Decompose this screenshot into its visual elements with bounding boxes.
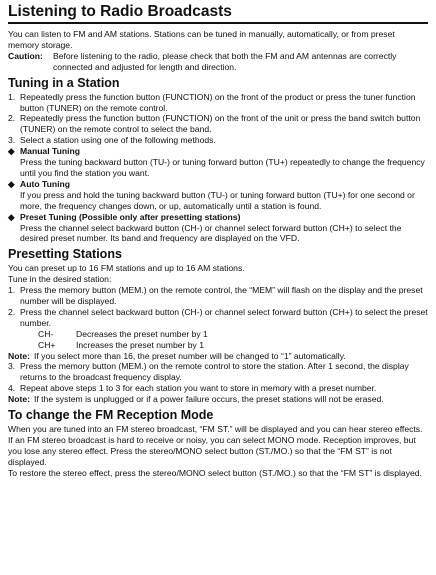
fm-paragraph: When you are tuned into an FM stereo broadcast, “FM ST.” will be displayed and you can hear stereo effects.: [8, 424, 423, 435]
section-heading-presetting: Presetting Stations: [8, 247, 122, 262]
tuning-step: [8, 135, 428, 146]
step-text: Repeatedly press the function button (FUNCTION) on the front of the unit or press the band switch button (TUNER) on the remote control to select the band.: [20, 113, 421, 135]
method-heading: [8, 146, 428, 157]
caution-text: Before listening to the radio, please check that both the FM and AM antennas are correctly connected and adjusted for length and direction.: [53, 50, 397, 72]
method-name: Manual Tuning: [20, 146, 80, 157]
button-key: CH+: [38, 339, 56, 350]
preset-step: [8, 383, 428, 394]
fm-paragraph: To restore the stereo effect, press the stereo/MONO select button (ST./MO.) so that the “FM ST” is displayed.: [8, 467, 422, 478]
tuning-step: [8, 113, 428, 135]
step-number: 3.: [8, 361, 16, 372]
preset-step: [8, 307, 428, 329]
page-title: Listening to Radio Broadcasts: [8, 2, 428, 24]
diamond-bullet-icon: ◆: [8, 211, 15, 222]
step-number: 3.: [8, 135, 16, 146]
button-key: CH-: [38, 328, 54, 339]
method-name: Preset Tuning (Possible only after presetting stations): [20, 211, 241, 222]
button-desc: Decreases the preset number by 1: [76, 328, 208, 339]
step-text: Press the memory button (MEM.) on the remote control to store the station. After 1 second, the display returns to the broadcast frequency display.: [20, 361, 409, 383]
step-text: Press the memory button (MEM.) on the remote control, the “MEM” will flash on the display and the preset number will be displayed.: [20, 285, 423, 307]
diamond-bullet-icon: ◆: [8, 146, 15, 157]
step-text: Press the channel select backward button (CH-) or channel select forward button (CH+) to select the preset number.: [20, 306, 428, 328]
caution-block: [8, 51, 428, 73]
step-text: Repeat above steps 1 to 3 for each station you want to store in memory with a preset number.: [20, 383, 377, 394]
method-heading: [8, 179, 428, 190]
method-text: If you press and hold the tuning backward button (TU-) or tuning forward button (TU+) for one second or more, the frequency changes down, or up, automatically until a station is found.: [20, 189, 415, 211]
section-heading-tuning: Tuning in a Station: [8, 75, 120, 90]
note-block: [8, 394, 428, 405]
button-description-row: [38, 340, 428, 351]
intro-paragraph: You can listen to FM and AM stations. Stations can be tuned in manually, automatically, or from preset memory storage.: [8, 29, 395, 50]
preset-step: [8, 361, 428, 383]
step-text: Select a station using one of the following methods.: [20, 135, 216, 146]
step-number: 1.: [8, 91, 16, 102]
step-number: 2.: [8, 306, 16, 317]
method-text: Press the channel select backward button (CH-) or channel select forward button (CH+) to select the desired preset number. Its band and frequency are displayed on the VFD.: [20, 222, 402, 244]
presetting-intro: Tune in the desired station:: [8, 274, 112, 285]
step-text: Repeatedly press the function button (FUNCTION) on the front of the product or press the tuner function button (TUNER) on the remote control.: [20, 91, 416, 113]
fm-paragraph: If an FM stereo broadcast is hard to receive or noisy, you can select MONO mode. Reception improves, but you lose any stereo effect. Press the stereo/MONO select button (ST./MO.) so that the “FM ST” is not displayed.: [8, 435, 416, 467]
button-description-row: [38, 329, 428, 340]
method-heading: [8, 212, 428, 223]
step-number: 1.: [8, 285, 16, 296]
method-text: Press the tuning backward button (TU-) or tuning forward button (TU+) repeatedly to change the frequency until you find the station you want.: [20, 157, 425, 178]
step-number: 4.: [8, 383, 16, 394]
button-desc: Increases the preset number by 1: [76, 339, 205, 350]
note-text: If the system is unplugged or if a power failure occurs, the preset stations will not be erased.: [34, 394, 384, 405]
caution-label: Caution:: [8, 50, 43, 61]
presetting-intro: You can preset up to 16 FM stations and up to 16 AM stations.: [8, 263, 245, 274]
manual-page: [8, 0, 428, 479]
preset-step: [8, 285, 428, 307]
step-number: 2.: [8, 113, 16, 124]
tuning-step: [8, 92, 428, 114]
note-label: Note:: [8, 350, 30, 361]
method-name: Auto Tuning: [20, 178, 70, 189]
note-block: [8, 351, 428, 362]
note-label: Note:: [8, 394, 30, 405]
section-heading-fm-mode: To change the FM Reception Mode: [8, 408, 214, 423]
note-text: If you select more than 16, the preset number will be changed to “1” automatically.: [34, 350, 346, 361]
diamond-bullet-icon: ◆: [8, 178, 15, 189]
